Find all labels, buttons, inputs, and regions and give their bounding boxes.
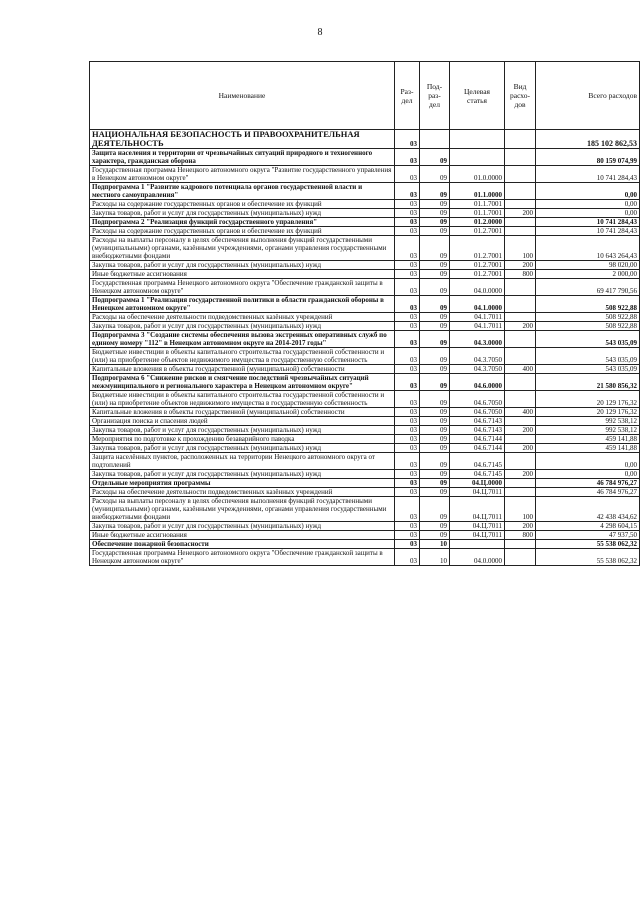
table-row bbox=[90, 497, 640, 522]
cell-target-article: 04.0.0000 bbox=[450, 279, 505, 296]
cell-razdel: 03 bbox=[395, 488, 420, 497]
cell-total: 508 922,88 bbox=[536, 313, 640, 322]
cell-podrazdel: 09 bbox=[420, 365, 450, 374]
cell-razdel: 03 bbox=[395, 408, 420, 417]
cell-expense-type: 200 bbox=[505, 470, 536, 479]
cell-podrazdel bbox=[420, 130, 450, 149]
cell-total: 80 159 074,99 bbox=[536, 149, 640, 166]
table-row bbox=[90, 444, 640, 453]
cell-expense-type bbox=[505, 149, 536, 166]
cell-podrazdel: 09 bbox=[420, 497, 450, 522]
cell-total: 0,00 bbox=[536, 470, 640, 479]
table-row bbox=[90, 348, 640, 365]
cell-razdel: 03 bbox=[395, 209, 420, 218]
cell-expense-type: 200 bbox=[505, 444, 536, 453]
cell-name: Закупка товаров, работ и услуг для государственных (муниципальных) нужд bbox=[90, 209, 395, 218]
cell-target-article: 01.2.7001 bbox=[450, 261, 505, 270]
cell-name: Закупка товаров, работ и услуг для государственных (муниципальных) нужд bbox=[90, 426, 395, 435]
cell-podrazdel: 09 bbox=[420, 426, 450, 435]
cell-razdel: 03 bbox=[395, 365, 420, 374]
cell-total: 459 141,88 bbox=[536, 435, 640, 444]
cell-podrazdel: 09 bbox=[420, 408, 450, 417]
cell-razdel: 03 bbox=[395, 149, 420, 166]
cell-razdel: 03 bbox=[395, 130, 420, 149]
cell-razdel: 03 bbox=[395, 236, 420, 261]
cell-name: Мероприятия по подготовке к прохождению безаварийного паводка bbox=[90, 435, 395, 444]
cell-expense-type bbox=[505, 183, 536, 200]
table-row bbox=[90, 374, 640, 391]
cell-expense-type: 200 bbox=[505, 522, 536, 531]
cell-name: Расходы на содержание государственных органов и обеспечение их функций bbox=[90, 200, 395, 209]
cell-podrazdel: 09 bbox=[420, 270, 450, 279]
table-row bbox=[90, 479, 640, 488]
cell-target-article: 04.Ц.7011 bbox=[450, 488, 505, 497]
table-row bbox=[90, 417, 640, 426]
table-row bbox=[90, 227, 640, 236]
table-row bbox=[90, 391, 640, 408]
cell-target-article: 04.1.7011 bbox=[450, 322, 505, 331]
cell-expense-type bbox=[505, 453, 536, 470]
cell-expense-type bbox=[505, 540, 536, 549]
cell-podrazdel: 09 bbox=[420, 417, 450, 426]
cell-name: Государственная программа Ненецкого автономного округа "Обеспечение гражданской защиты в Ненецком автономном округе" bbox=[90, 279, 395, 296]
cell-expense-type bbox=[505, 218, 536, 227]
cell-expense-type: 200 bbox=[505, 261, 536, 270]
cell-name: Защита населённых пунктов, расположенных на территории Ненецкого автономного округа от подтоплений bbox=[90, 453, 395, 470]
page-number: 8 bbox=[317, 27, 323, 38]
cell-total: 508 922,88 bbox=[536, 296, 640, 313]
cell-expense-type bbox=[505, 348, 536, 365]
cell-expense-type bbox=[505, 391, 536, 408]
cell-target-article: 04.6.7144 bbox=[450, 435, 505, 444]
cell-expense-type bbox=[505, 166, 536, 183]
cell-podrazdel: 09 bbox=[420, 531, 450, 540]
table-row bbox=[90, 166, 640, 183]
cell-total: 20 129 176,32 bbox=[536, 391, 640, 408]
cell-razdel: 03 bbox=[395, 279, 420, 296]
cell-name: НАЦИОНАЛЬНАЯ БЕЗОПАСНОСТЬ И ПРАВООХРАНИТЕЛЬНАЯ ДЕЯТЕЛЬНОСТЬ bbox=[90, 130, 395, 149]
cell-expense-type: 100 bbox=[505, 497, 536, 522]
cell-name: Бюджетные инвестиции в объекты капитального строительства государственной собственности и (или) на приобретение объектов недвижимого имущества в государственную собственность bbox=[90, 391, 395, 408]
cell-expense-type: 800 bbox=[505, 270, 536, 279]
table-row bbox=[90, 470, 640, 479]
cell-name: Расходы на обеспечение деятельности подведомственных казённых учреждений bbox=[90, 488, 395, 497]
cell-name: Подпрограмма 3 "Создание системы обеспечения вызова экстренных оперативных служб по единому номеру "112" в Ненецком автономном округе на 2014-2017 годы" bbox=[90, 331, 395, 348]
cell-total: 55 538 062,32 bbox=[536, 540, 640, 549]
cell-total: 992 538,12 bbox=[536, 426, 640, 435]
table-row bbox=[90, 540, 640, 549]
cell-name: Подпрограмма 1 "Реализация государственной политики в области гражданской обороны в Ненецком автономном округе" bbox=[90, 296, 395, 313]
cell-razdel: 03 bbox=[395, 200, 420, 209]
cell-total: 20 129 176,32 bbox=[536, 408, 640, 417]
table-row bbox=[90, 218, 640, 227]
cell-podrazdel: 09 bbox=[420, 218, 450, 227]
cell-podrazdel: 09 bbox=[420, 435, 450, 444]
cell-expense-type bbox=[505, 417, 536, 426]
cell-podrazdel: 09 bbox=[420, 470, 450, 479]
cell-name: Закупка товаров, работ и услуг для государственных (муниципальных) нужд bbox=[90, 261, 395, 270]
cell-target-article: 01.0.0000 bbox=[450, 166, 505, 183]
cell-name: Расходы на выплаты персоналу в целях обеспечения выполнения функций государственными (муниципальными) органами, казёнными учреждениями, органами управления государственными внебюджетными фондами bbox=[90, 497, 395, 522]
cell-expense-type: 400 bbox=[505, 408, 536, 417]
table-row bbox=[90, 261, 640, 270]
cell-target-article: 04.6.7050 bbox=[450, 391, 505, 408]
cell-total: 47 937,50 bbox=[536, 531, 640, 540]
cell-target-article bbox=[450, 130, 505, 149]
cell-razdel: 03 bbox=[395, 261, 420, 270]
cell-name: Капитальные вложения в объекты государственной (муниципальной) собственности bbox=[90, 408, 395, 417]
cell-total: 0,00 bbox=[536, 209, 640, 218]
cell-razdel: 03 bbox=[395, 479, 420, 488]
cell-total: 459 141,88 bbox=[536, 444, 640, 453]
cell-podrazdel: 09 bbox=[420, 348, 450, 365]
cell-razdel: 03 bbox=[395, 497, 420, 522]
header-target-article: Целевая статья bbox=[450, 62, 505, 130]
cell-target-article: 04.6.7145 bbox=[450, 470, 505, 479]
table-row bbox=[90, 426, 640, 435]
cell-expense-type bbox=[505, 549, 536, 566]
cell-total: 10 741 284,43 bbox=[536, 218, 640, 227]
cell-podrazdel: 09 bbox=[420, 331, 450, 348]
cell-podrazdel: 09 bbox=[420, 200, 450, 209]
cell-podrazdel: 09 bbox=[420, 444, 450, 453]
table-row bbox=[90, 236, 640, 261]
cell-razdel: 03 bbox=[395, 444, 420, 453]
cell-total: 46 784 976,27 bbox=[536, 479, 640, 488]
cell-podrazdel: 09 bbox=[420, 236, 450, 261]
cell-total: 0,00 bbox=[536, 453, 640, 470]
cell-podrazdel: 09 bbox=[420, 488, 450, 497]
cell-total: 98 020,00 bbox=[536, 261, 640, 270]
cell-total: 0,00 bbox=[536, 183, 640, 200]
table-row bbox=[90, 200, 640, 209]
cell-expense-type bbox=[505, 227, 536, 236]
cell-target-article: 04.3.7050 bbox=[450, 365, 505, 374]
cell-expense-type bbox=[505, 488, 536, 497]
cell-expense-type: 400 bbox=[505, 365, 536, 374]
cell-razdel: 03 bbox=[395, 417, 420, 426]
cell-expense-type: 800 bbox=[505, 531, 536, 540]
header-razdel: Раз- дел bbox=[395, 62, 420, 130]
cell-target-article: 04.6.7143 bbox=[450, 417, 505, 426]
cell-razdel: 03 bbox=[395, 313, 420, 322]
cell-name: Закупка товаров, работ и услуг для государственных (муниципальных) нужд bbox=[90, 470, 395, 479]
cell-target-article: 04.3.7050 bbox=[450, 348, 505, 365]
cell-podrazdel: 09 bbox=[420, 227, 450, 236]
cell-name: Подпрограмма 6 "Снижение рисков и смягчение последствий чрезвычайных ситуаций межмуниципального и регионального характера в Ненецком автономном округе" bbox=[90, 374, 395, 391]
table-row bbox=[90, 322, 640, 331]
header-name: Наименование bbox=[90, 62, 395, 130]
cell-target-article bbox=[450, 149, 505, 166]
table-row bbox=[90, 408, 640, 417]
cell-razdel: 03 bbox=[395, 374, 420, 391]
cell-total: 69 417 790,56 bbox=[536, 279, 640, 296]
cell-podrazdel: 09 bbox=[420, 453, 450, 470]
cell-target-article: 01.2.7001 bbox=[450, 236, 505, 261]
cell-podrazdel: 09 bbox=[420, 322, 450, 331]
cell-expense-type bbox=[505, 296, 536, 313]
cell-podrazdel: 09 bbox=[420, 261, 450, 270]
cell-name: Иные бюджетные ассигнования bbox=[90, 531, 395, 540]
cell-podrazdel: 09 bbox=[420, 279, 450, 296]
cell-name: Подпрограмма 2 "Реализация функций государственного управления" bbox=[90, 218, 395, 227]
cell-target-article: 04.3.0000 bbox=[450, 331, 505, 348]
cell-target-article: 04.1.0000 bbox=[450, 296, 505, 313]
cell-razdel: 03 bbox=[395, 331, 420, 348]
cell-expense-type bbox=[505, 313, 536, 322]
header-total: Всего расходов bbox=[536, 62, 640, 130]
cell-name: Обеспечение пожарной безопасности bbox=[90, 540, 395, 549]
cell-target-article: 04.6.7144 bbox=[450, 444, 505, 453]
cell-razdel: 03 bbox=[395, 453, 420, 470]
cell-target-article: 01.2.0000 bbox=[450, 218, 505, 227]
cell-podrazdel: 09 bbox=[420, 183, 450, 200]
cell-name: Бюджетные инвестиции в объекты капитального строительства государственной собственности и (или) на приобретение объектов недвижимого имущества в государственную собственность bbox=[90, 348, 395, 365]
cell-razdel: 03 bbox=[395, 435, 420, 444]
cell-total: 46 784 976,27 bbox=[536, 488, 640, 497]
cell-name: Государственная программа Ненецкого автономного округа "Развитие государственного управления в Ненецком автономном округе" bbox=[90, 166, 395, 183]
cell-razdel: 03 bbox=[395, 270, 420, 279]
cell-target-article: 04.1.7011 bbox=[450, 313, 505, 322]
cell-target-article: 04.0.0000 bbox=[450, 549, 505, 566]
cell-name: Расходы на выплаты персоналу в целях обеспечения выполнения функций государственными (муниципальными) органами, казёнными учреждениями, органами управления государственными внебюджетными фондами bbox=[90, 236, 395, 261]
cell-razdel: 03 bbox=[395, 227, 420, 236]
cell-razdel: 03 bbox=[395, 531, 420, 540]
cell-total: 55 538 062,32 bbox=[536, 549, 640, 566]
cell-name: Иные бюджетные ассигнования bbox=[90, 270, 395, 279]
cell-target-article: 04.6.0000 bbox=[450, 374, 505, 391]
table-row bbox=[90, 435, 640, 444]
budget-table bbox=[89, 61, 640, 566]
cell-name: Расходы на обеспечение деятельности подведомственных казённых учреждений bbox=[90, 313, 395, 322]
table-row bbox=[90, 331, 640, 348]
cell-expense-type: 200 bbox=[505, 426, 536, 435]
cell-expense-type bbox=[505, 374, 536, 391]
cell-expense-type bbox=[505, 130, 536, 149]
cell-razdel: 03 bbox=[395, 549, 420, 566]
cell-name: Отдельные мероприятия программы bbox=[90, 479, 395, 488]
cell-total: 2 000,00 bbox=[536, 270, 640, 279]
cell-podrazdel: 09 bbox=[420, 522, 450, 531]
table-row bbox=[90, 488, 640, 497]
cell-target-article: 04.Ц.7011 bbox=[450, 497, 505, 522]
table-row bbox=[90, 365, 640, 374]
cell-razdel: 03 bbox=[395, 426, 420, 435]
cell-target-article: 04.6.7145 bbox=[450, 453, 505, 470]
table-row bbox=[90, 313, 640, 322]
cell-target-article: 01.2.7001 bbox=[450, 227, 505, 236]
cell-target-article: 01.2.7001 bbox=[450, 270, 505, 279]
cell-total: 992 538,12 bbox=[536, 417, 640, 426]
header-expense-type: Вид расхо- дов bbox=[505, 62, 536, 130]
cell-razdel: 03 bbox=[395, 522, 420, 531]
cell-name: Закупка товаров, работ и услуг для государственных (муниципальных) нужд bbox=[90, 322, 395, 331]
table-row bbox=[90, 531, 640, 540]
cell-total: 508 922,88 bbox=[536, 322, 640, 331]
cell-target-article: 01.1.7001 bbox=[450, 200, 505, 209]
cell-target-article: 04.Ц.7011 bbox=[450, 522, 505, 531]
cell-razdel: 03 bbox=[395, 183, 420, 200]
table-row bbox=[90, 549, 640, 566]
cell-name: Расходы на содержание государственных органов и обеспечение их функций bbox=[90, 227, 395, 236]
table-row bbox=[90, 296, 640, 313]
cell-podrazdel: 09 bbox=[420, 166, 450, 183]
cell-name: Закупка товаров, работ и услуг для государственных (муниципальных) нужд bbox=[90, 522, 395, 531]
table-row bbox=[90, 279, 640, 296]
cell-total: 10 741 284,43 bbox=[536, 166, 640, 183]
cell-total: 21 580 856,32 bbox=[536, 374, 640, 391]
cell-total: 10 643 264,43 bbox=[536, 236, 640, 261]
cell-podrazdel: 09 bbox=[420, 479, 450, 488]
cell-razdel: 03 bbox=[395, 540, 420, 549]
cell-total: 543 035,09 bbox=[536, 331, 640, 348]
cell-total: 10 741 284,43 bbox=[536, 227, 640, 236]
table-body bbox=[90, 130, 640, 566]
table-row bbox=[90, 183, 640, 200]
cell-podrazdel: 09 bbox=[420, 313, 450, 322]
cell-razdel: 03 bbox=[395, 322, 420, 331]
cell-expense-type: 100 bbox=[505, 236, 536, 261]
cell-total: 4 298 604,15 bbox=[536, 522, 640, 531]
cell-razdel: 03 bbox=[395, 391, 420, 408]
cell-razdel: 03 bbox=[395, 348, 420, 365]
cell-expense-type: 200 bbox=[505, 209, 536, 218]
cell-total: 543 035,09 bbox=[536, 348, 640, 365]
cell-podrazdel: 09 bbox=[420, 296, 450, 313]
cell-expense-type bbox=[505, 279, 536, 296]
table-row bbox=[90, 270, 640, 279]
cell-target-article: 01.1.0000 bbox=[450, 183, 505, 200]
cell-razdel: 03 bbox=[395, 218, 420, 227]
cell-razdel: 03 bbox=[395, 166, 420, 183]
cell-target-article: 04.6.7143 bbox=[450, 426, 505, 435]
cell-podrazdel: 09 bbox=[420, 209, 450, 218]
cell-name: Закупка товаров, работ и услуг для государственных (муниципальных) нужд bbox=[90, 444, 395, 453]
cell-name: Организация поиска и спасения людей bbox=[90, 417, 395, 426]
cell-podrazdel: 10 bbox=[420, 540, 450, 549]
cell-target-article: 04.Ц.0000 bbox=[450, 479, 505, 488]
table-row bbox=[90, 149, 640, 166]
cell-name: Государственная программа Ненецкого автономного округа "Обеспечение гражданской защиты в Ненецком автономном округе" bbox=[90, 549, 395, 566]
budget-table-container bbox=[89, 61, 637, 566]
cell-expense-type bbox=[505, 479, 536, 488]
cell-name: Подпрограмма 1 "Развитие кадрового потенциала органов государственной власти и местного самоуправления" bbox=[90, 183, 395, 200]
cell-expense-type bbox=[505, 435, 536, 444]
cell-total: 185 102 862,53 bbox=[536, 130, 640, 149]
cell-name: Капитальные вложения в объекты государственной (муниципальной) собственности bbox=[90, 365, 395, 374]
cell-name: Защита населения и территории от чрезвычайных ситуаций природного и техногенного характера, гражданская оборона bbox=[90, 149, 395, 166]
cell-target-article: 01.1.7001 bbox=[450, 209, 505, 218]
cell-total: 543 035,09 bbox=[536, 365, 640, 374]
cell-podrazdel: 09 bbox=[420, 374, 450, 391]
cell-target-article bbox=[450, 540, 505, 549]
cell-target-article: 04.6.7050 bbox=[450, 408, 505, 417]
cell-podrazdel: 09 bbox=[420, 149, 450, 166]
cell-razdel: 03 bbox=[395, 296, 420, 313]
cell-target-article: 04.Ц.7011 bbox=[450, 531, 505, 540]
cell-total: 0,00 bbox=[536, 200, 640, 209]
cell-podrazdel: 09 bbox=[420, 391, 450, 408]
header-podrazdel: Под- раз- дел bbox=[420, 62, 450, 130]
cell-podrazdel: 10 bbox=[420, 549, 450, 566]
table-row bbox=[90, 130, 640, 149]
cell-expense-type: 200 bbox=[505, 322, 536, 331]
cell-razdel: 03 bbox=[395, 470, 420, 479]
table-row bbox=[90, 522, 640, 531]
table-header-row bbox=[90, 62, 640, 130]
table-row bbox=[90, 453, 640, 470]
cell-expense-type bbox=[505, 200, 536, 209]
cell-total: 42 438 434,62 bbox=[536, 497, 640, 522]
table-row bbox=[90, 209, 640, 218]
cell-expense-type bbox=[505, 331, 536, 348]
